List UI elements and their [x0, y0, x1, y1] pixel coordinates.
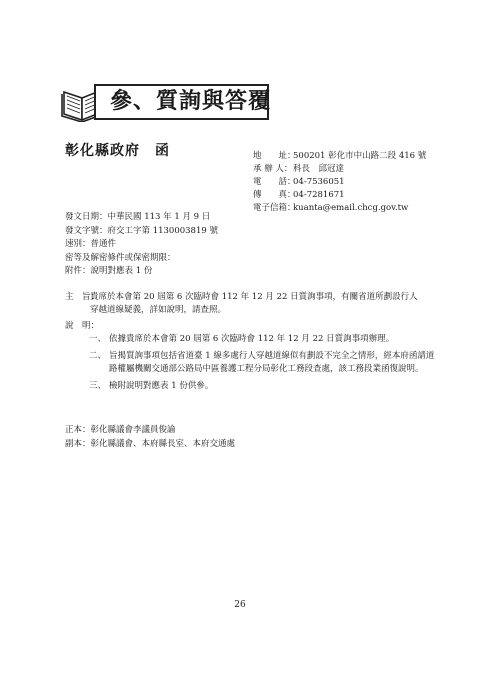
list-item: 一、 依據貴席於本會第 20 屆第 6 次臨時會 112 年 12 月 22 日質詢事項辦理。: [89, 334, 395, 344]
subject-text: 貴席於本會第 20 屆第 6 次臨時會 112 年 12 月 22 日質詢事項，有關省道所劃設行人穿越道線疑義，詳如說明，請查照。: [90, 292, 418, 315]
section-title: 參、質詢與答覆: [110, 88, 272, 114]
original-recipient: 正本：彰化縣議會李議員俊諭: [65, 425, 176, 435]
issue-date: 發文日期：中華民國 113 年 1 月 9 日: [65, 212, 211, 222]
issuer-heading: 彰化縣政府 函: [65, 143, 170, 159]
page-number: 26: [234, 600, 246, 610]
contact-block: [253, 150, 426, 215]
subject-label: 主 旨：: [65, 292, 100, 302]
contact-fax: 傳 真： 04-7281671: [253, 190, 345, 200]
explanation-label: 說 明：: [65, 321, 100, 331]
copy-recipients: 副本：彰化縣議會、本府縣長室、本府交通處: [65, 438, 236, 449]
document-meta: [65, 211, 218, 279]
explanation-items: [89, 333, 441, 397]
subject-block: [65, 291, 425, 317]
list-item: 二、 旨揭質詢事項包括省道臺 1 線多處行人穿越道線似有劃設不完全之情形，經本府函請道路權屬機關交通部公路局中區養護工程分局彰化工務段查處，該工務段業函復說明。: [89, 351, 435, 374]
attachment: 附件：說明對應表 1 份: [65, 266, 153, 277]
contact-address: 地 址： 500201 彰化市中山路二段 416 號: [253, 151, 427, 161]
contact-phone: 電 話： 04-7536051: [253, 177, 345, 187]
contact-officer: 承 辦 人： 科長 邱冠達: [253, 164, 345, 174]
contact-email: 電子信箱： kuanta@email.chcg.gov.tw: [253, 203, 409, 213]
copies-block: [65, 424, 235, 451]
document-number: 發文字號：府交工字第 1130003819 號: [65, 225, 218, 236]
list-item: 三、 檢附說明對應表 1 份供參。: [89, 381, 214, 391]
section-banner: [60, 80, 272, 122]
priority: 速別：普通件: [65, 239, 117, 250]
confidentiality: 密等及解密條件或保密期限：: [65, 252, 176, 263]
